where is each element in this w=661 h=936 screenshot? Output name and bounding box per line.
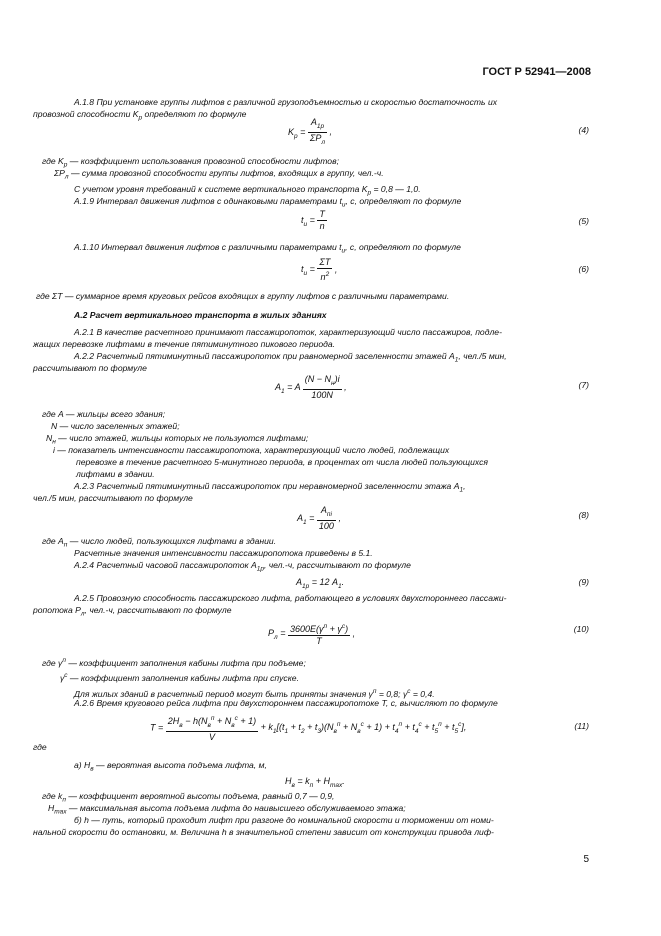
text-line: где $A_п$ — число людей, пользующихся лифтами в здании. bbox=[42, 536, 277, 549]
eq-part: T bbox=[316, 636, 322, 646]
eq-fraction bbox=[308, 117, 327, 148]
eq-part: $(N - N_н)i$ bbox=[303, 374, 342, 390]
eq-part: $H_в = k_п + H_{max}$. bbox=[285, 776, 345, 789]
text-line: где bbox=[33, 742, 47, 752]
equation-number: (9) bbox=[578, 577, 589, 587]
eq-part: $2H_в - h(N_в^п + N_в^с + 1)$ bbox=[166, 713, 258, 732]
text-line: А.1.9 Интервал движения лифтов с одинаковыми параметрами $t_и$, с, определяют по формуле bbox=[74, 196, 462, 209]
eq-part: T bbox=[319, 209, 325, 219]
eq-part: n bbox=[319, 221, 325, 231]
text-line: перевозке в течение расчетного 5-минутного периода, в процентах от числа людей пользующихся bbox=[76, 457, 488, 467]
equation-4 bbox=[288, 117, 332, 148]
text-line: А.1.8 При установке группы лифтов с различной грузоподъемностью и скоростью достаточность их bbox=[74, 97, 498, 107]
text-line: А.2.3 Расчетный пятиминутный пассажиропоток при неравномерной заселенности этажа $A_1$, bbox=[74, 481, 466, 494]
eq-part: $P_л$ = bbox=[268, 628, 286, 642]
text-line: N — число заселенных этажей; bbox=[51, 421, 180, 431]
text-line: ропотока $P_л$, чел.-ч, рассчитывают по формуле bbox=[33, 605, 232, 618]
text-line: где $K_р$ — коэффициент использования провозной способности лифтов; bbox=[42, 156, 339, 169]
equation-5 bbox=[301, 209, 327, 232]
text-line: А.2.6 Время кругового рейса лифта при двухстороннем пассажиропотоке T, с, вычисляют по формуле bbox=[74, 698, 498, 708]
eq-part: ΣT bbox=[319, 257, 331, 267]
equation-number: (7) bbox=[578, 380, 589, 390]
eq-part: , bbox=[338, 512, 341, 523]
text-line: $\gamma^с$ — коэффициент заполнения кабины лифта при спуске. bbox=[60, 672, 299, 683]
text-line: А.2.1 В качестве расчетного принимают пассажиропоток, характеризующий число пассажиров, подле- bbox=[74, 327, 502, 337]
text-line: А.2.4 Расчетный часовой пассажиропоток $A_{1р}$, чел.-ч, рассчитывают по формуле bbox=[74, 560, 411, 573]
text-line: $N_н$ — число этажей, жильцы которых не пользуются лифтами; bbox=[46, 433, 309, 446]
eq-part: + $k_1[(t_1 + t_2 + t_3)(N_в^п + N_в^с + 1) + t_4^п + t_4^с + t_5^п + t_5^с]$, bbox=[260, 721, 467, 736]
equation-10 bbox=[268, 621, 355, 647]
eq-part: , bbox=[329, 126, 333, 137]
eq-part: $A_{1р} = 12$ $A_1$. bbox=[296, 577, 345, 590]
eq-part: $t_и$ = bbox=[301, 214, 315, 228]
eq-part: , bbox=[334, 264, 338, 275]
eq-part: , bbox=[344, 381, 347, 392]
text-line: где A — жильцы всего здания; bbox=[42, 409, 166, 419]
text-line: рассчитывают по формуле bbox=[33, 363, 147, 373]
text-line: б) h — путь, который проходит лифт при разгоне до номинальной скорости и торможении от номи- bbox=[74, 815, 494, 825]
text-line: чел./5 мин, рассчитывают по формуле bbox=[33, 493, 193, 503]
equation-9 bbox=[296, 577, 344, 590]
eq-part: $A_1 = A$ bbox=[275, 381, 301, 395]
text-line: Расчетные значения интенсивности пассажиропотока приведены в 5.1. bbox=[74, 548, 373, 558]
equation-number: (5) bbox=[578, 216, 589, 226]
text-line: провозной способности $K_р$ определяют по формуле bbox=[33, 109, 247, 122]
eq-part: $n^2$ bbox=[320, 271, 330, 282]
eq-part: $3600E(\gamma^п + \gamma^с)$ bbox=[289, 623, 349, 634]
text-line: а) $H_в$ — вероятная высота подъема лифта, м, bbox=[74, 760, 267, 773]
eq-part: T = bbox=[150, 722, 164, 733]
eq-part: $A_{1р}$ bbox=[308, 117, 327, 133]
eq-part: $A_1$ = bbox=[297, 512, 315, 526]
text-line: А.1.10 Интервал движения лифтов с различными параметрами $t_и$, с, определяют по формуле bbox=[74, 242, 461, 255]
text-line: где ΣT — суммарное время круговых рейсов входящих в группу лифтов с различными параметрами. bbox=[36, 291, 450, 301]
text-line: $\Sigma P_л$ — сумма провозной способности группы лифтов, входящих в группу, чел.-ч. bbox=[54, 168, 384, 181]
text-line: С учетом уровня требований к системе вертикального транспорта $K_р = 0,8$ — 1,0. bbox=[74, 184, 421, 197]
equation-8 bbox=[297, 505, 341, 532]
text-line: жащих перевозке лифтами в течение пятиминутного пикового периода. bbox=[33, 339, 336, 349]
eq-part: , bbox=[352, 628, 356, 639]
eq-part: 100N bbox=[311, 389, 333, 400]
equation-number: (11) bbox=[574, 721, 589, 731]
page-number: 5 bbox=[583, 854, 589, 865]
text-line: А.2 Расчет вертикального транспорта в жилых зданиях bbox=[74, 310, 327, 320]
text-line: где $\gamma^п$ — коэффициент заполнения кабины лифта при подъеме; bbox=[42, 657, 306, 668]
eq-part: V bbox=[208, 731, 215, 742]
document-header: ГОСТ Р 52941—2008 bbox=[482, 66, 591, 78]
text-line: А.2.5 Провозную способность пассажирского лифта, работающего в условиях двухстороннего пассажи- bbox=[74, 593, 507, 603]
eq-lhs: $K_р$ = bbox=[288, 126, 306, 140]
equation-number: (10) bbox=[573, 624, 589, 634]
text-line: Для жилых зданий в расчетный период могут быть приняты значения $\gamma^п = 0,8$; $\gamma^с = 0,4$. bbox=[74, 688, 435, 699]
equation-11 bbox=[150, 713, 466, 743]
equation-7 bbox=[275, 374, 347, 401]
text-line: нальной скорости до остановки, м. Величина h в значительной степени зависит от конструкции привода лиф- bbox=[33, 827, 494, 837]
eq-part: $t_и$ = bbox=[301, 264, 315, 278]
text-line: где $k_п$ — коэффициент вероятной высоты подъема, равный 0,7 — 0,9, bbox=[42, 791, 335, 804]
equation-6 bbox=[301, 257, 337, 283]
equation-12 bbox=[285, 776, 345, 789]
equation-number: (8) bbox=[578, 510, 589, 520]
text-line: i — показатель интенсивности пассажиропотока, характеризующий число людей, подлежащих bbox=[53, 445, 450, 455]
text-line: $H_{max}$ — максимальная высота подъема лифта до наивысшего обслуживаемого этажа; bbox=[48, 803, 406, 816]
equation-number: (6) bbox=[578, 264, 589, 274]
text-line: А.2.2 Расчетный пятиминутный пассажиропоток при равномерной заселенности этажей $A_1$, чел./5 мин, bbox=[74, 351, 507, 364]
equation-number: (4) bbox=[578, 125, 589, 135]
text-line: лифтами в здании. bbox=[76, 469, 155, 479]
eq-part: $A_{пi}$ bbox=[317, 505, 336, 521]
eq-part: $\Sigma P_л$ bbox=[309, 132, 325, 146]
eq-part: 100 bbox=[318, 520, 334, 531]
